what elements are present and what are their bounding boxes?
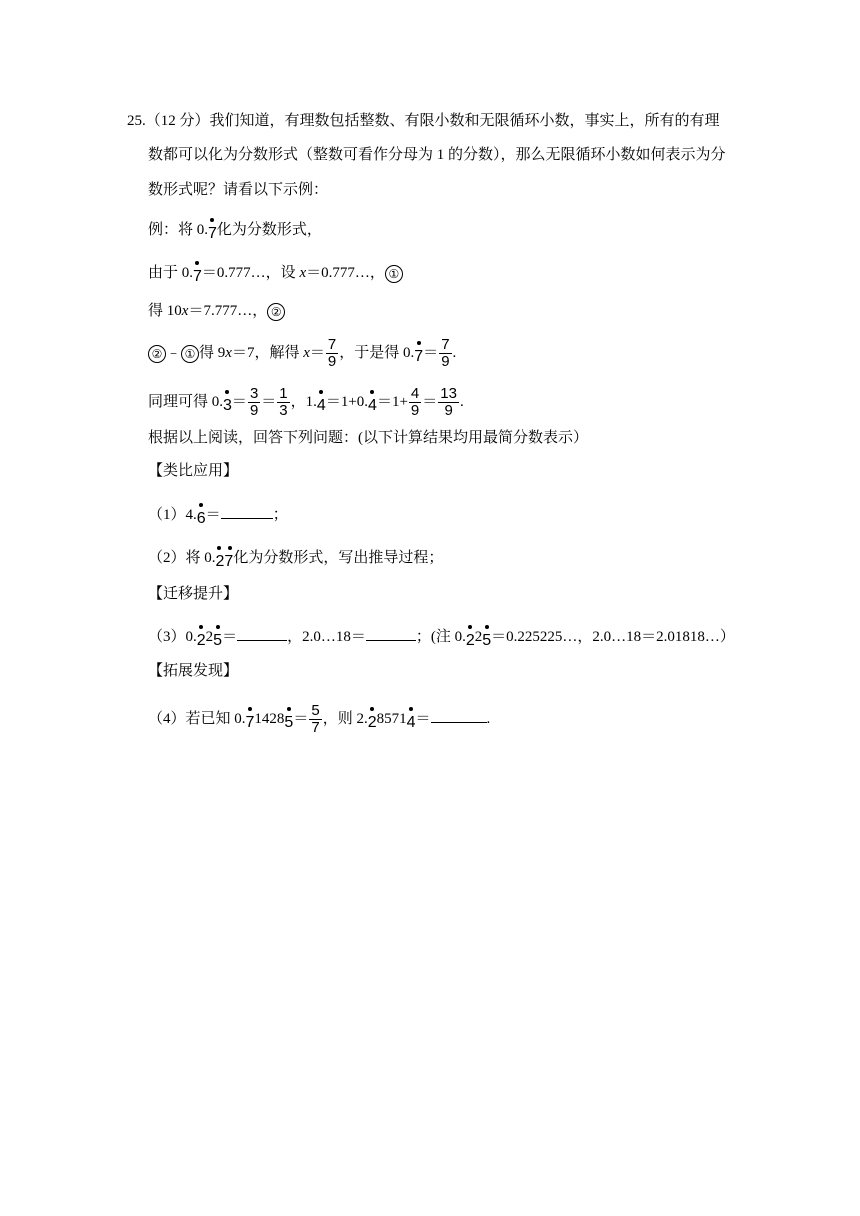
fraction: [309, 703, 321, 736]
since-line: [148, 263, 403, 283]
fraction-denominator: 9: [441, 353, 450, 370]
fraction-numerator: 5: [311, 702, 320, 719]
subtract-line: [148, 337, 456, 370]
circled-number-1: ①: [181, 345, 199, 363]
subtract-text-1: 得 9: [199, 344, 226, 361]
repeating-digit: 2: [367, 713, 377, 731]
similarly-prefix: 同理可得 0.: [148, 393, 224, 410]
variable-x: x: [299, 265, 307, 281]
fraction-numerator: 7: [327, 336, 337, 353]
circled-number-1: ①: [385, 265, 403, 283]
fraction: [277, 386, 289, 419]
equals-sign: ＝: [415, 710, 431, 727]
get-prefix: 得 10: [148, 303, 182, 319]
since-rest: ＝0.777…，: [306, 265, 385, 281]
section-heading-analogy: 【类比应用】: [148, 463, 239, 479]
similarly-text: ＝1+0.: [325, 393, 369, 410]
repeating-digit: 5: [213, 632, 223, 649]
problem-4-text: ，则 2.: [322, 710, 368, 727]
circled-number-2: ②: [267, 303, 285, 321]
problem-1-prefix: （1）4.: [148, 507, 197, 523]
example-suffix: 化为分数形式，: [216, 222, 322, 238]
digits: 8571: [376, 710, 407, 727]
circled-number-2: ②: [148, 345, 166, 363]
similarly-mid: ，1.: [290, 393, 317, 410]
problem-2: [148, 548, 443, 568]
subtract-text-2: ＝7，解得: [231, 344, 304, 361]
digit: 2: [474, 629, 483, 645]
digit: 2: [205, 629, 214, 645]
fraction-denominator: 3: [279, 402, 288, 419]
variable-x: x: [181, 303, 189, 319]
fraction-numerator: 13: [440, 385, 457, 402]
fraction-numerator: 4: [410, 385, 420, 402]
similarly-text-2: ＝1+: [376, 393, 408, 410]
fraction-denominator: 9: [249, 402, 259, 419]
section-heading-extension: 【拓展发现】: [148, 663, 239, 679]
example-line: [148, 220, 322, 240]
fraction-denominator: 7: [311, 719, 320, 736]
answer-blank[interactable]: [237, 640, 287, 641]
section-heading-transfer: 【迁移提升】: [148, 586, 239, 602]
fraction-denominator: 9: [410, 402, 420, 419]
equals-sign: ＝: [423, 344, 439, 361]
repeating-digit: 5: [284, 713, 294, 731]
digits: 1428: [254, 710, 285, 727]
fraction: [326, 337, 338, 370]
repeating-digit: 7: [193, 268, 202, 285]
fraction: [438, 386, 459, 419]
fraction-numerator: 3: [249, 385, 259, 402]
repeating-digit: 2: [196, 632, 206, 649]
answer-blank[interactable]: [221, 518, 273, 519]
repeating-digit: 4: [368, 396, 377, 414]
fraction: [439, 337, 451, 370]
note-prefix: ；(注 0.: [415, 629, 466, 645]
example-prefix: 例：将 0.: [148, 222, 209, 238]
repeating-digit: 7: [245, 713, 255, 731]
get-rest: ＝7.777…，: [188, 303, 268, 319]
question-line-2: 数都可以化为分数形式（整数可看作分母为 1 的分数），那么无限循环小数如何表示为分: [148, 147, 726, 163]
fraction-numerator: 1: [279, 385, 288, 402]
problem-4: [148, 703, 490, 736]
equals-sign: ＝: [293, 710, 309, 727]
repeating-digit: 7: [414, 347, 424, 365]
equals-sign: ＝: [231, 393, 247, 410]
period: .: [452, 344, 457, 361]
fraction: [248, 386, 260, 419]
repeating-digit: 4: [406, 713, 416, 731]
period: .: [459, 393, 464, 410]
fraction-denominator: 9: [327, 353, 337, 370]
problem-3-prefix: （3）0.: [148, 629, 197, 645]
problem-1: [148, 505, 288, 525]
repeating-digit: 7: [208, 225, 217, 242]
instructions-line: 根据以上阅读，回答下列问题：(以下计算结果均用最简分数表示）: [148, 430, 588, 446]
since-prefix: 由于 0.: [148, 265, 194, 281]
question-line-1: 25.（12 分）我们知道，有理数包括整数、有限小数和无限循环小数，事实上，所有的有理: [127, 113, 720, 129]
variable-x: x: [225, 344, 232, 361]
fraction-numerator: 7: [441, 336, 450, 353]
semicolon: ；: [272, 507, 288, 523]
equals-sign: ＝: [261, 393, 277, 410]
minus-sign: ﹣: [166, 344, 182, 361]
equals-sign: ＝: [222, 629, 238, 645]
repeating-digit: 4: [316, 396, 326, 414]
equals-sign: ＝: [422, 393, 438, 410]
get-line: [148, 301, 285, 321]
equals-sign: ＝: [205, 507, 221, 523]
period: .: [486, 710, 491, 727]
answer-blank[interactable]: [431, 722, 487, 723]
note-rest: ＝0.225225…，2.0…18＝2.01818…）: [491, 629, 735, 645]
repeating-digit: 5: [482, 632, 492, 649]
fraction: [409, 386, 421, 419]
subtract-text-3: ，于是得 0.: [339, 344, 415, 361]
problem-4-prefix: （4）若已知 0.: [148, 710, 246, 727]
since-mid: ＝0.777…，设: [201, 265, 300, 281]
equals-sign: ＝: [309, 344, 325, 361]
repeating-digits: 27: [215, 553, 234, 570]
answer-blank[interactable]: [366, 640, 416, 641]
problem-2-suffix: 化为分数形式，写出推导过程；: [233, 550, 444, 566]
similarly-line: [148, 386, 464, 419]
repeating-digit: 3: [223, 396, 232, 414]
variable-x: x: [303, 344, 310, 361]
problem-3-mid: ，2.0…18＝: [287, 629, 366, 645]
repeating-digit: 2: [465, 632, 475, 649]
repeating-digit: 6: [196, 510, 206, 527]
fraction-denominator: 9: [444, 402, 453, 419]
question-line-3: 数形式呢？请看以下示例：: [148, 182, 329, 198]
problem-3: [148, 627, 735, 647]
problem-2-prefix: （2）将 0.: [148, 550, 216, 566]
